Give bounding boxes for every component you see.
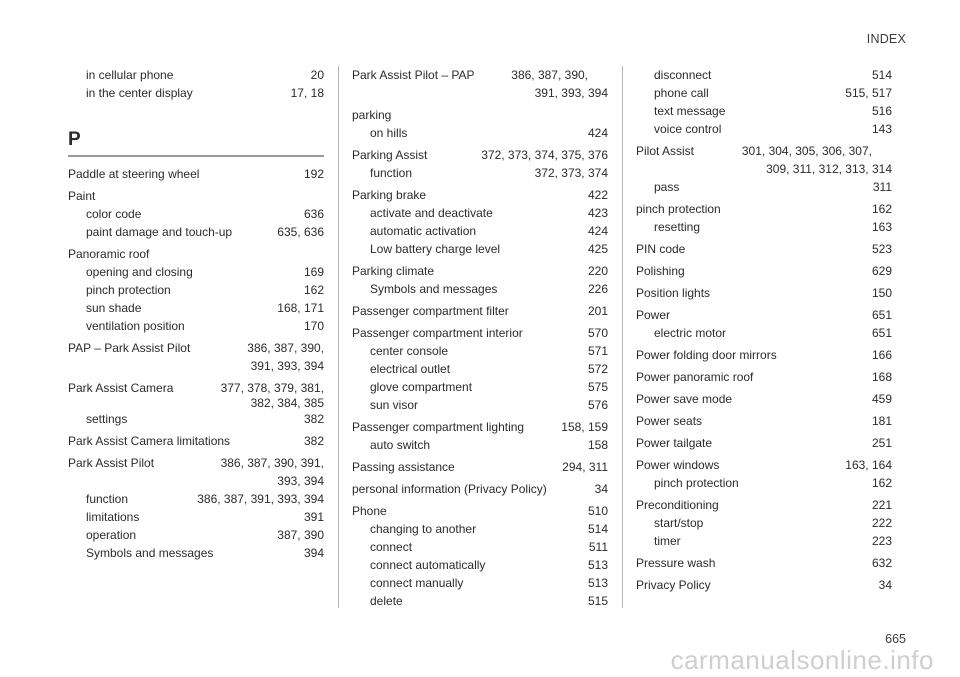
watermark-text: carmanualsonline.info [670, 645, 934, 675]
index-subentry: electrical outlet 572 [370, 362, 608, 376]
column-divider [338, 66, 339, 608]
index-entry: Power windows 163, 164 [636, 458, 892, 472]
index-group [68, 187, 324, 241]
index-subentry: limitations 391 [86, 510, 324, 524]
index-subentry: settings 382 [86, 412, 324, 426]
index-subentry: activate and deactivate 423 [370, 206, 608, 220]
index-subentry: timer 223 [654, 534, 892, 548]
index-group [352, 186, 608, 258]
index-group [636, 576, 892, 594]
index-group [68, 339, 324, 375]
index-group [68, 454, 324, 562]
index-entry: Phone 510 [352, 504, 608, 518]
index-group [636, 306, 892, 342]
index-subentry: ventilation position 170 [86, 319, 324, 333]
index-entry: Power tailgate 251 [636, 436, 892, 450]
index-entry: PIN code 523 [636, 242, 892, 256]
index-group [636, 66, 892, 138]
index-group [352, 146, 608, 182]
index-entry: Panoramic roof [68, 247, 150, 261]
index-group [352, 324, 608, 414]
index-entry: Passenger compartment filter 201 [352, 304, 608, 318]
index-entry: Pilot Assist 301, 304, 305, 306, 307, [636, 144, 872, 158]
index-entry-pages-continued: 309, 311, 312, 313, 314 [766, 162, 892, 176]
index-entry: Parking Assist 372, 373, 374, 375, 376 [352, 148, 608, 162]
index-group [352, 66, 608, 102]
index-group [636, 434, 892, 452]
index-entry: pinch protection 162 [636, 202, 892, 216]
index-subentry: connect 511 [370, 540, 608, 554]
index-group [352, 418, 608, 454]
index-entry: Privacy Policy 34 [636, 578, 892, 592]
index-subentry: auto switch 158 [370, 438, 608, 452]
index-subentry: sun visor 576 [370, 398, 608, 412]
running-header: INDEX [866, 32, 906, 46]
index-entry: Power panoramic roof 168 [636, 370, 892, 384]
index-entry: parking [352, 108, 392, 122]
index-entry: Passing assistance 294, 311 [352, 460, 608, 474]
index-group [636, 346, 892, 364]
index-subentry: center console 571 [370, 344, 608, 358]
index-subentry: opening and closing 169 [86, 265, 324, 279]
index-entry-pages-continued: 393, 394 [277, 474, 324, 488]
index-group [352, 302, 608, 320]
index-subentry: delete 515 [370, 594, 608, 608]
index-subentry: pinch protection 162 [654, 476, 892, 490]
index-subentry: disconnect 514 [654, 68, 892, 82]
index-subentry: Symbols and messages 394 [86, 546, 324, 560]
index-subentry: connect automatically 513 [370, 558, 608, 572]
index-entry: Park Assist Camera 377, 378, 379, 381, [68, 381, 324, 395]
index-entry: Park Assist Camera limitations 382 [68, 434, 324, 448]
index-group [352, 480, 608, 498]
index-entry: Power seats 181 [636, 414, 892, 428]
index-group [636, 240, 892, 258]
index-group [68, 432, 324, 450]
index-group [636, 262, 892, 280]
index-subentry: start/stop 222 [654, 516, 892, 530]
index-group [636, 554, 892, 572]
index-subentry: phone call 515, 517 [654, 86, 892, 100]
index-column-2 [352, 66, 608, 614]
index-column-3 [636, 66, 892, 598]
index-subentry: glove compartment 575 [370, 380, 608, 394]
index-entry: Power save mode 459 [636, 392, 892, 406]
index-entry: Parking climate 220 [352, 264, 608, 278]
index-subentry: text message 516 [654, 104, 892, 118]
index-entry-pages-continued: 391, 393, 394 [250, 359, 324, 373]
index-entry: Power 651 [636, 308, 892, 322]
index-group [636, 496, 892, 550]
index-group [68, 245, 324, 335]
index-group [636, 368, 892, 386]
index-entry: Pressure wash 632 [636, 556, 892, 570]
index-subentry: changing to another 514 [370, 522, 608, 536]
page-number: 665 [885, 632, 906, 646]
section-letter: P [68, 129, 81, 150]
index-subentry: sun shade 168, 171 [86, 301, 324, 315]
index-group [636, 412, 892, 430]
index-entry: Preconditioning 221 [636, 498, 892, 512]
index-group [352, 106, 608, 142]
index-entry: Power folding door mirrors 166 [636, 348, 892, 362]
index-group [68, 165, 324, 183]
index-entry: Park Assist Pilot – PAP 386, 387, 390, [352, 68, 588, 82]
index-group [636, 390, 892, 408]
index-entry: Passenger compartment lighting 158, 159 [352, 420, 608, 434]
index-subentry: Low battery charge level 425 [370, 242, 608, 256]
index-group [68, 66, 324, 102]
index-group [352, 502, 608, 610]
index-group [636, 456, 892, 492]
index-subentry: function 386, 387, 391, 393, 394 [86, 492, 324, 506]
index-subentry: on hills 424 [370, 126, 608, 140]
index-subentry: color code 636 [86, 207, 324, 221]
index-subentry: operation 387, 390 [86, 528, 324, 542]
index-subentry: in cellular phone 20 [86, 68, 324, 82]
index-column-1 [68, 66, 324, 566]
index-entry: Position lights 150 [636, 286, 892, 300]
index-subentry: in the center display 17, 18 [86, 86, 324, 100]
index-subentry: connect manually 513 [370, 576, 608, 590]
index-entry: personal information (Privacy Policy) 34 [352, 482, 608, 496]
index-subentry: pinch protection 162 [86, 283, 324, 297]
index-subentry: Symbols and messages 226 [370, 282, 608, 296]
section-rule [68, 155, 324, 157]
index-subentry: automatic activation 424 [370, 224, 608, 238]
index-entry: Parking brake 422 [352, 188, 608, 202]
index-group [636, 200, 892, 236]
index-subentry: resetting 163 [654, 220, 892, 234]
index-subentry: voice control 143 [654, 122, 892, 136]
index-subentry: pass 311 [654, 180, 892, 194]
index-entry: Passenger compartment interior 570 [352, 326, 608, 340]
index-entry: Paddle at steering wheel 192 [68, 167, 324, 181]
index-group [352, 458, 608, 476]
index-group [636, 284, 892, 302]
index-group [636, 142, 892, 196]
index-entry: Paint [68, 189, 96, 203]
column-divider [622, 66, 623, 608]
index-entry: PAP – Park Assist Pilot 386, 387, 390, [68, 341, 324, 355]
index-entry: Park Assist Pilot 386, 387, 390, 391, [68, 456, 324, 470]
index-entry-pages-continued: 391, 393, 394 [534, 86, 608, 100]
index-subentry: paint damage and touch-up 635, 636 [86, 225, 324, 239]
index-entry-pages-continued: 382, 384, 385 [250, 396, 324, 410]
index-group [352, 262, 608, 298]
index-subentry: function 372, 373, 374 [370, 166, 608, 180]
index-entry: Polishing 629 [636, 264, 892, 278]
index-subentry: electric motor 651 [654, 326, 892, 340]
index-group [68, 379, 324, 428]
